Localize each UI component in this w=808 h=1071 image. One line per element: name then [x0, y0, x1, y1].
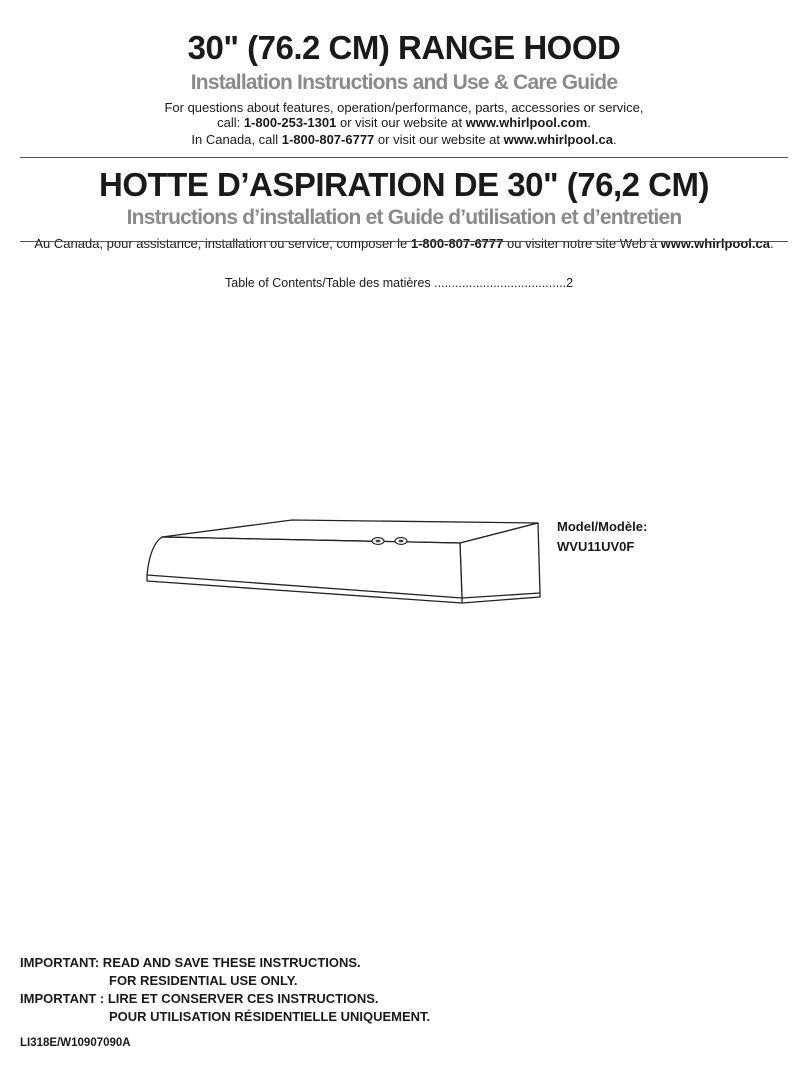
website-fr: www.whirlpool.ca	[660, 236, 770, 251]
toc-leader: ......................................	[434, 276, 567, 290]
model-info	[557, 517, 647, 557]
important-notice	[20, 954, 430, 1026]
contact-line-2-prefix: call:	[217, 115, 244, 130]
page-subtitle-french: Instructions d’installation et Guide d’utilisation et d’entretien	[126, 206, 682, 229]
contact-line-3-mid: or visit our website at	[374, 132, 504, 147]
contact-line-3-prefix: In Canada, call	[191, 132, 282, 147]
contact-info-english	[0, 100, 808, 130]
page-title-english: 30" (76.2 CM) RANGE HOOD	[187, 29, 621, 66]
contact-line-1: For questions about features, operation/performance, parts, accessories or service,	[164, 100, 644, 115]
important-line-3: IMPORTANT : LIRE ET CONSERVER CES INSTRUCTIONS.	[20, 991, 379, 1006]
contact-canada-english	[0, 132, 808, 147]
range-hood-illustration	[140, 515, 545, 605]
page-title-french: HOTTE D’ASPIRATION DE 30" (76,2 CM)	[99, 166, 709, 203]
punctuation: .	[769, 236, 774, 251]
toc-page-number: 2	[566, 276, 574, 290]
website-canada: www.whirlpool.ca	[503, 132, 613, 147]
model-number: WVU11UV0F	[557, 539, 635, 554]
important-line-2: FOR RESIDENTIAL USE ONLY.	[109, 973, 298, 988]
phone-us: 1-800-253-1301	[243, 115, 337, 130]
phone-fr: 1-800-807-6777	[410, 236, 504, 251]
document-number: LI318E/W10907090A	[20, 1037, 131, 1049]
contact-info-french	[0, 236, 808, 251]
page-subtitle-english: Installation Instructions and Use & Care Guide	[190, 71, 618, 94]
table-of-contents-entry	[225, 276, 573, 291]
punctuation: .	[587, 115, 591, 130]
important-line-1: IMPORTANT: READ AND SAVE THESE INSTRUCTIONS.	[20, 955, 361, 970]
divider	[20, 241, 788, 242]
model-label: Model/Modèle:	[557, 519, 648, 534]
important-line-4: POUR UTILISATION RÉSIDENTIELLE UNIQUEMENT.	[109, 1009, 431, 1024]
contact-line-2-mid: or visit our website at	[336, 115, 466, 130]
punctuation: .	[612, 132, 617, 147]
contact-fr-prefix: Au Canada, pour assistance, installation ou service, composer le	[34, 236, 411, 251]
toc-label: Table of Contents/Table des matières	[225, 276, 431, 290]
phone-canada: 1-800-807-6777	[281, 132, 375, 147]
website-us: www.whirlpool.com	[465, 115, 588, 130]
contact-fr-mid: ou visiter notre site Web à	[503, 236, 661, 251]
divider	[20, 157, 788, 158]
